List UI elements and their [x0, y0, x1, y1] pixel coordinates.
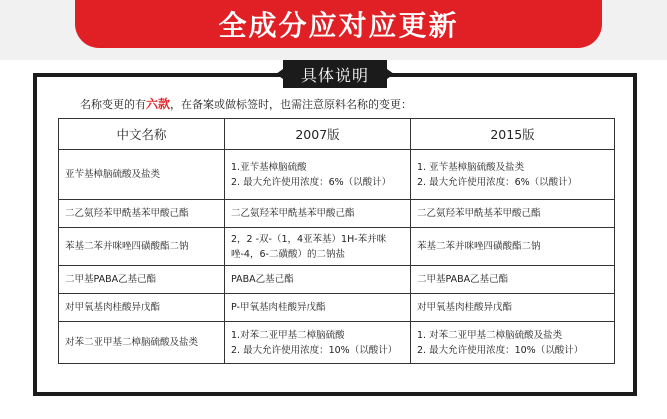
table-row [59, 294, 615, 322]
table-row [59, 228, 615, 266]
row-2007 [225, 266, 411, 294]
table-row [59, 200, 615, 228]
row-name: 对苯二亚甲基二樟脑硫酸及盐类 [59, 322, 225, 364]
row-2007 [225, 322, 411, 364]
cell-line: 2. 最大允许使用浓度：10%（以酸计） [231, 344, 398, 356]
cell-line: 对甲氧基肉桂酸异戊酯 [417, 302, 513, 313]
row-2015 [411, 228, 615, 266]
cell-line: PABA乙基己酯 [231, 274, 294, 285]
row-2007 [225, 294, 411, 322]
cell-line: 二甲基PABA乙基己酯 [417, 274, 509, 285]
table-row [59, 150, 615, 200]
cell-line: 1.对苯二亚甲基二樟脑硫酸 [231, 329, 345, 341]
row-2007 [225, 228, 411, 266]
intro-text [80, 95, 412, 112]
cell-line: 2. 最大允许使用浓度：6%（以酸计） [231, 176, 392, 188]
row-name: 苯基二苯并咪唑四磺酸酯二钠 [59, 228, 225, 266]
section-title: 具体说明 [283, 60, 387, 88]
cell-line: 二乙氨羟苯甲酰基苯甲酸己酯 [417, 208, 541, 219]
intro-before: 名称变更的有 [80, 98, 146, 111]
row-name: 二乙氨羟苯甲酰基苯甲酸己酯 [59, 200, 225, 228]
row-2007 [225, 200, 411, 228]
row-name: 二甲基PABA乙基己酯 [59, 266, 225, 294]
cell-line: P-甲氧基肉桂酸异戊酯 [231, 302, 326, 313]
row-2015 [411, 322, 615, 364]
header-name: 中文名称 [59, 119, 225, 150]
row-2015 [411, 294, 615, 322]
cell-line: 苯基二苯并咪唑四磺酸酯二钠 [417, 241, 541, 252]
ingredient-table [58, 118, 615, 364]
cell-line: 1. 对苯二亚甲基二樟脑硫酸及盐类 [417, 329, 563, 341]
table-header-row [59, 119, 615, 150]
header-2015: 2015版 [411, 119, 615, 150]
header-2007: 2007版 [225, 119, 411, 150]
cell-line: 2. 最大允许使用浓度：10%（以酸计） [417, 344, 584, 356]
cell-line: 2，2 -双-（1，4亚苯基）1H-苯并咪 [231, 233, 387, 245]
cell-line: 1.亚苄基樟脑硫酸 [231, 161, 307, 173]
table-row [59, 266, 615, 294]
row-name: 对甲氧基肉桂酸异戊酯 [59, 294, 225, 322]
intro-after: ，在备案或做标签时，也需注意原料名称的变更： [170, 98, 413, 111]
table-row [59, 322, 615, 364]
row-2015 [411, 266, 615, 294]
cell-line: 二乙氨羟苯甲酰基苯甲酸己酯 [231, 208, 355, 219]
row-2015 [411, 150, 615, 200]
row-2015 [411, 200, 615, 228]
row-name: 亚苄基樟脑硫酸及盐类 [59, 150, 225, 200]
cell-line: 1. 亚苄基樟脑硫酸及盐类 [417, 161, 525, 173]
intro-count: 六款 [146, 97, 171, 111]
banner-title: 全成分应对应更新 [75, 0, 602, 48]
cell-line: 2. 最大允许使用浓度：6%（以酸计） [417, 176, 578, 188]
row-2007 [225, 150, 411, 200]
cell-line: 唑-4，6-二磺酸）的二钠盐 [231, 248, 345, 260]
